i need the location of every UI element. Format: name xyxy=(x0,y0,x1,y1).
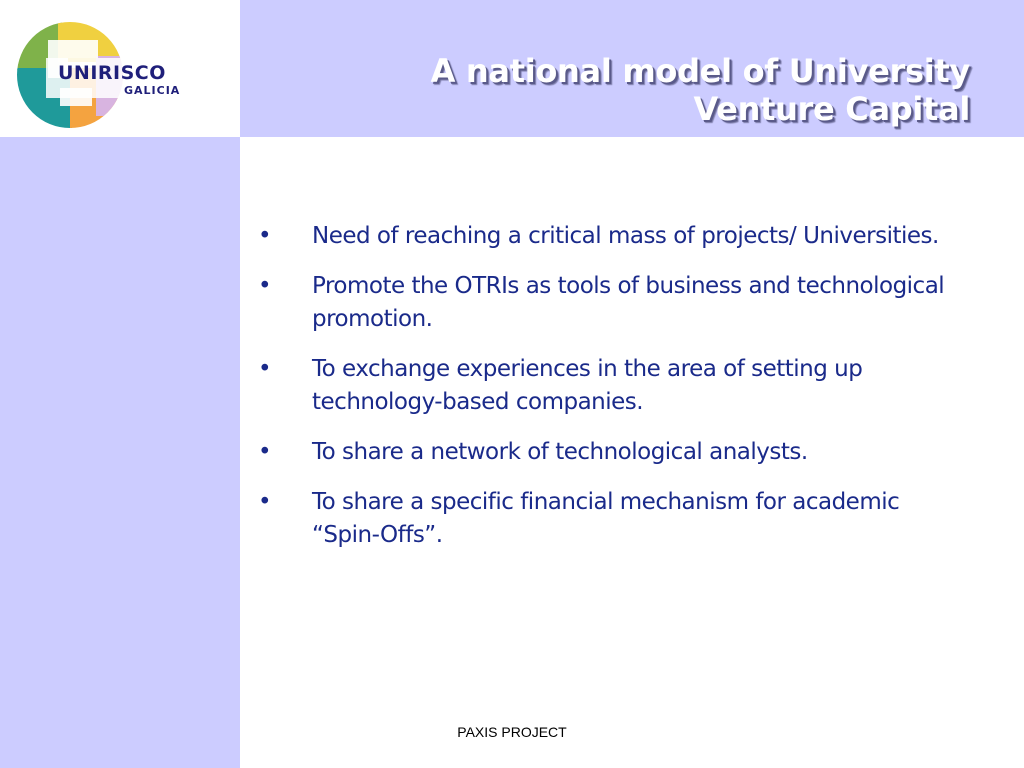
bullet-text: To share a network of technological analysts. xyxy=(312,439,808,465)
bullet-item xyxy=(258,436,958,469)
slide-title-line-1: A national model of University xyxy=(430,52,970,90)
logo-name: UNIRISCO xyxy=(58,62,166,84)
bullet-item xyxy=(258,270,958,336)
bullet-symbol: • xyxy=(258,489,272,515)
slide-title xyxy=(330,52,970,128)
sidebar-panel xyxy=(0,137,240,768)
bullet-text: Promote the OTRIs as tools of business and technological promotion. xyxy=(312,273,945,332)
bullet-item xyxy=(258,353,958,419)
bullet-text: Need of reaching a critical mass of projects/ Universities. xyxy=(312,223,939,249)
bullet-symbol: • xyxy=(258,273,272,299)
logo xyxy=(0,0,240,137)
logo-subname: GALICIA xyxy=(124,84,181,97)
bullet-symbol: • xyxy=(258,223,272,249)
bullet-symbol: • xyxy=(258,356,272,382)
bullet-item xyxy=(258,486,958,552)
bullet-item xyxy=(258,220,958,253)
slide-title-line-2: Venture Capital xyxy=(693,90,970,128)
bullet-symbol: • xyxy=(258,439,272,465)
bullet-list xyxy=(258,220,958,569)
footer-label: PAXIS PROJECT xyxy=(457,724,567,740)
bullet-text: To share a specific financial mechanism for academic “Spin-Offs”. xyxy=(312,489,900,548)
bullet-text: To exchange experiences in the area of setting up technology-based companies. xyxy=(312,356,863,415)
